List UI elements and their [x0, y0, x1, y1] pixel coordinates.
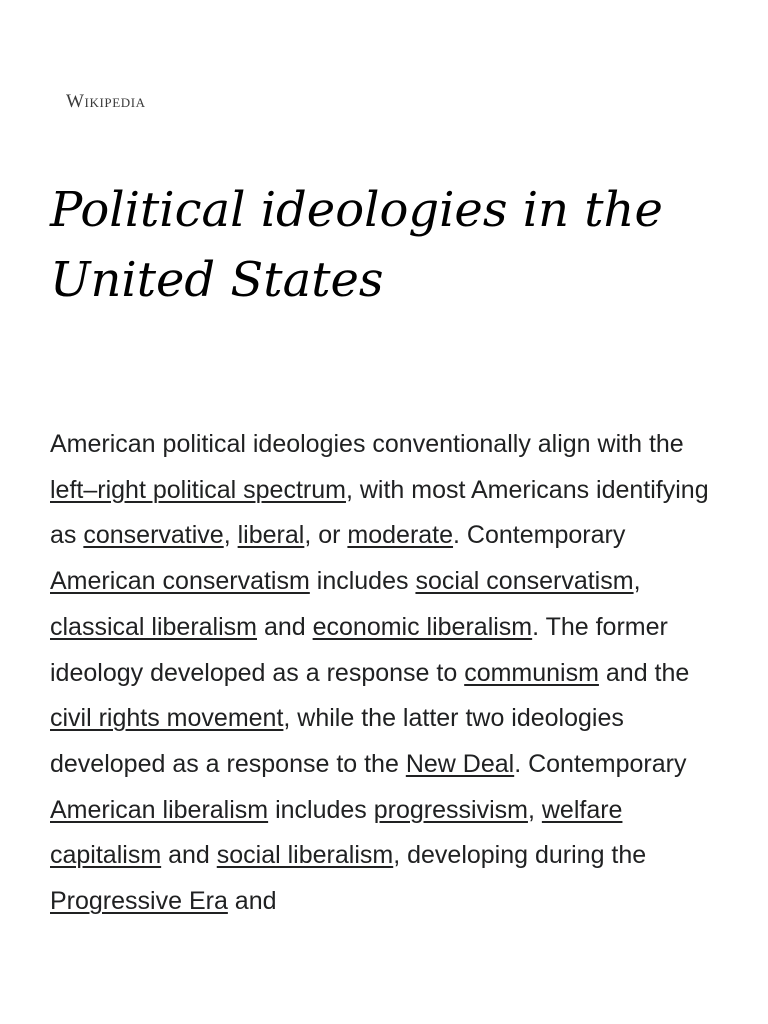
article-link[interactable]: liberal — [237, 521, 305, 550]
article-link[interactable]: American conservatism — [50, 567, 310, 596]
intro-paragraph — [50, 422, 730, 925]
paragraph-text: and the — [598, 658, 690, 687]
paragraph-text: , while the latter two ideologies developed as a response to the — [50, 704, 624, 778]
paragraph-text: and — [227, 887, 277, 916]
paragraph-text: , — [527, 795, 542, 824]
paragraph-text: . The former ideology developed as a response to — [50, 612, 668, 687]
paragraph-text: , — [633, 567, 641, 596]
article-link[interactable]: classical liberalism — [50, 612, 257, 641]
paragraph-text: includes — [309, 567, 416, 596]
paragraph-text: includes — [268, 795, 374, 824]
article-link[interactable]: economic liberalism — [312, 612, 533, 641]
paragraph-text: , or — [304, 521, 348, 550]
paragraph-text: , developing during the — [393, 841, 647, 870]
article-link[interactable]: left–right political spectrum — [50, 475, 346, 504]
article-link[interactable]: communism — [464, 658, 599, 687]
article-link[interactable]: Progressive Era — [50, 887, 228, 916]
paragraph-text: American political ideologies conventionally align with the — [50, 430, 684, 458]
article-link[interactable]: progressivism — [373, 795, 528, 824]
page-title: Political ideologies in the United States — [50, 182, 663, 308]
article-link[interactable]: welfare capitalism — [50, 795, 623, 870]
article-link[interactable]: social liberalism — [216, 841, 394, 870]
article-link[interactable]: social conservatism — [415, 567, 634, 596]
wikipedia-wordmark[interactable]: Wikipedia — [66, 91, 146, 112]
article-link[interactable]: moderate — [347, 521, 454, 550]
article-link[interactable]: American liberalism — [50, 795, 269, 824]
paragraph-text: and — [161, 841, 217, 870]
article-link[interactable]: civil rights movement — [50, 704, 284, 733]
paragraph-text: , — [223, 521, 238, 550]
article-link[interactable]: New Deal — [405, 749, 515, 778]
paragraph-text: . Contemporary — [453, 521, 626, 550]
paragraph-text: , with most Americans identifying as — [50, 475, 709, 550]
article-link[interactable]: conservative — [83, 521, 224, 550]
paragraph-text: . Contemporary — [514, 749, 687, 778]
paragraph-text: and — [257, 612, 313, 641]
